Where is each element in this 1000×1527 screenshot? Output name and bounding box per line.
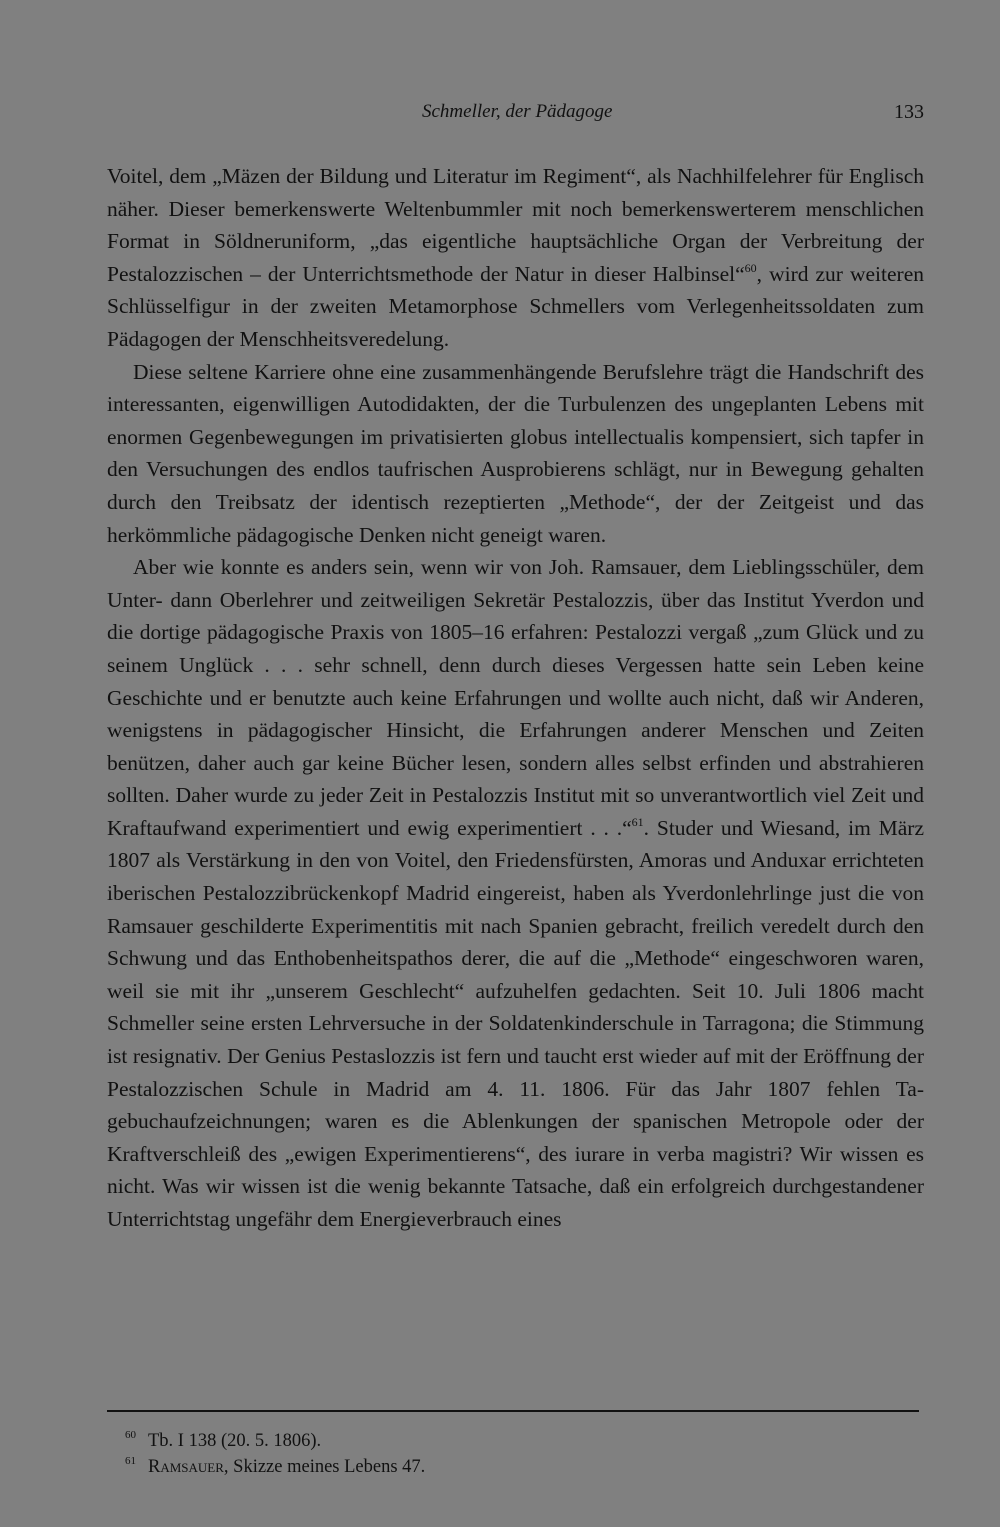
running-title: Schmeller, der Pädagoge xyxy=(422,101,613,122)
footnote-61 xyxy=(107,1454,924,1480)
paragraph-1-text-a: Voitel, dem „Mäzen der Bildung und Literatur im Regiment“, als Nachhilfelehrer für Englisch näher. Dieser bemerkenswerte Weltenbummler mit noch bemerkenswerterem menschlichen Format in Söldneruniform, „das eigentliche hauptsächliche Organ der Verbreitung der Pestalozzischen – der Unterrichtsmethode der Natur in dieser Halbinsel“ xyxy=(107,164,924,286)
paragraph-3-text-b: . Studer und Wiesand, im März 1807 als Verstärkung in den von Voitel, den Friedensfürsten, Amoras und Anduxar errichteten iberischen Pestalozzibrückenkopf Madrid eingereist, haben als Yverdonlehrlinge just die von Ramsauer geschilderte Experimentitis mit nach Spanien gebracht, freilich veredelt durch den Schwung und das Enthobenheitspathos derer, die auf die „Methode“ eingeschworen waren, weil sie mit ihr „unserem Geschlecht“ aufzuhelfen gedachten. Seit 10. Juli 1806 macht Schmeller seine ersten Lehrversuche in der Soldatenkinderschule in Tarragona; die Stimmung ist resignativ. Der Genius Pestaslozzis ist fern und taucht erst wieder auf mit der Eröffnung der Pestalozzischen Schule in Madrid am 4. 11. 1806. Für das Jahr 1807 fehlen Tagebuchaufzeichnungen; waren es die Ablenkungen der spanischen Metropole oder der Kraftverschleiß des „ewigen Experimentierens“, des iurare in verba magistri? Wir wissen es nicht. Was wir wissen ist die wenig bekannte Tatsache, daß ein erfolgreich durchgestandener Unterrichtstag ungefähr dem Energieverbrauch eines xyxy=(107,815,924,1231)
page-number: 133 xyxy=(894,101,924,123)
footnote-ref-61[interactable]: 61 xyxy=(631,814,644,829)
footnote-text: Tb. I 138 (20. 5. 1806). xyxy=(148,1431,322,1451)
footnote-ref-60[interactable]: 60 xyxy=(744,260,757,275)
footnote-text: , Skizze meines Lebens 47. xyxy=(223,1457,426,1477)
footnotes xyxy=(107,1428,924,1480)
paragraph-2: Diese seltene Karriere ohne eine zusammenhängende Berufslehre trägt die Handschrift des interessanten, eigenwilligen Autodidakten, der die Turbulenzen des ungeplanten Lebens mit enormen Gegenbewegungen im privatisierten globus intellectualis kompensiert, sich tapfer in den Versuchungen des endlos taufrischen Ausprobierens schlägt, nur in Bewegung gehalten durch den Treibsatz der identisch rezeptierten „Methode“, der der Zeitgeist und das herkömmliche pädagogische Denken nicht geneigt waren. xyxy=(107,359,924,547)
footnote-60 xyxy=(107,1428,924,1454)
paragraph-3 xyxy=(107,551,924,1235)
footnote-author: Ramsauer xyxy=(148,1457,224,1477)
paragraph-1 xyxy=(107,160,924,356)
running-head xyxy=(107,96,924,128)
footnote-number: 61 xyxy=(125,1455,136,1467)
body-text xyxy=(107,160,924,1236)
paragraph-3-text-a: Aber wie konnte es anders sein, wenn wir von Joh. Ramsauer, dem Lieblingsschüler, dem Unter- dann Oberlehrer und zeitweiligen Sekretär Pestalozzis, über das Institut Yverdon und die dortige pädagogische Praxis von 1805–16 erfahren: Pestalozzi vergaß „zum Glück und zu seinem Unglück . . . sehr schnell, denn durch dieses Vergessen hatte sein Leben keine Geschichte und er benutzte auch keine Erfahrungen und wollte auch nicht, daß wir Anderen, wenigstens in pädagogischer Hinsicht, die Erfahrungen anderer Menschen und Zeiten benützen, daher auch gar keine Bücher lesen, sondern alles selbst erfinden und abstrahieren sollten. Daher wurde zu jeder Zeit in Pestalozzis Institut mit so unverantwortlich viel Zeit und Kraftaufwand experimentiert und ewig experimentiert . . .“ xyxy=(107,555,924,840)
footnote-divider xyxy=(107,1410,919,1412)
footnote-number: 60 xyxy=(125,1429,136,1441)
paragraph-1-text-b: , wird zur weiteren Schlüsselfigur in der zweiten Metamorphose Schmellers vom Verlegenheitssoldaten zum Pädagogen der Menschheitsveredelung. xyxy=(107,261,924,351)
